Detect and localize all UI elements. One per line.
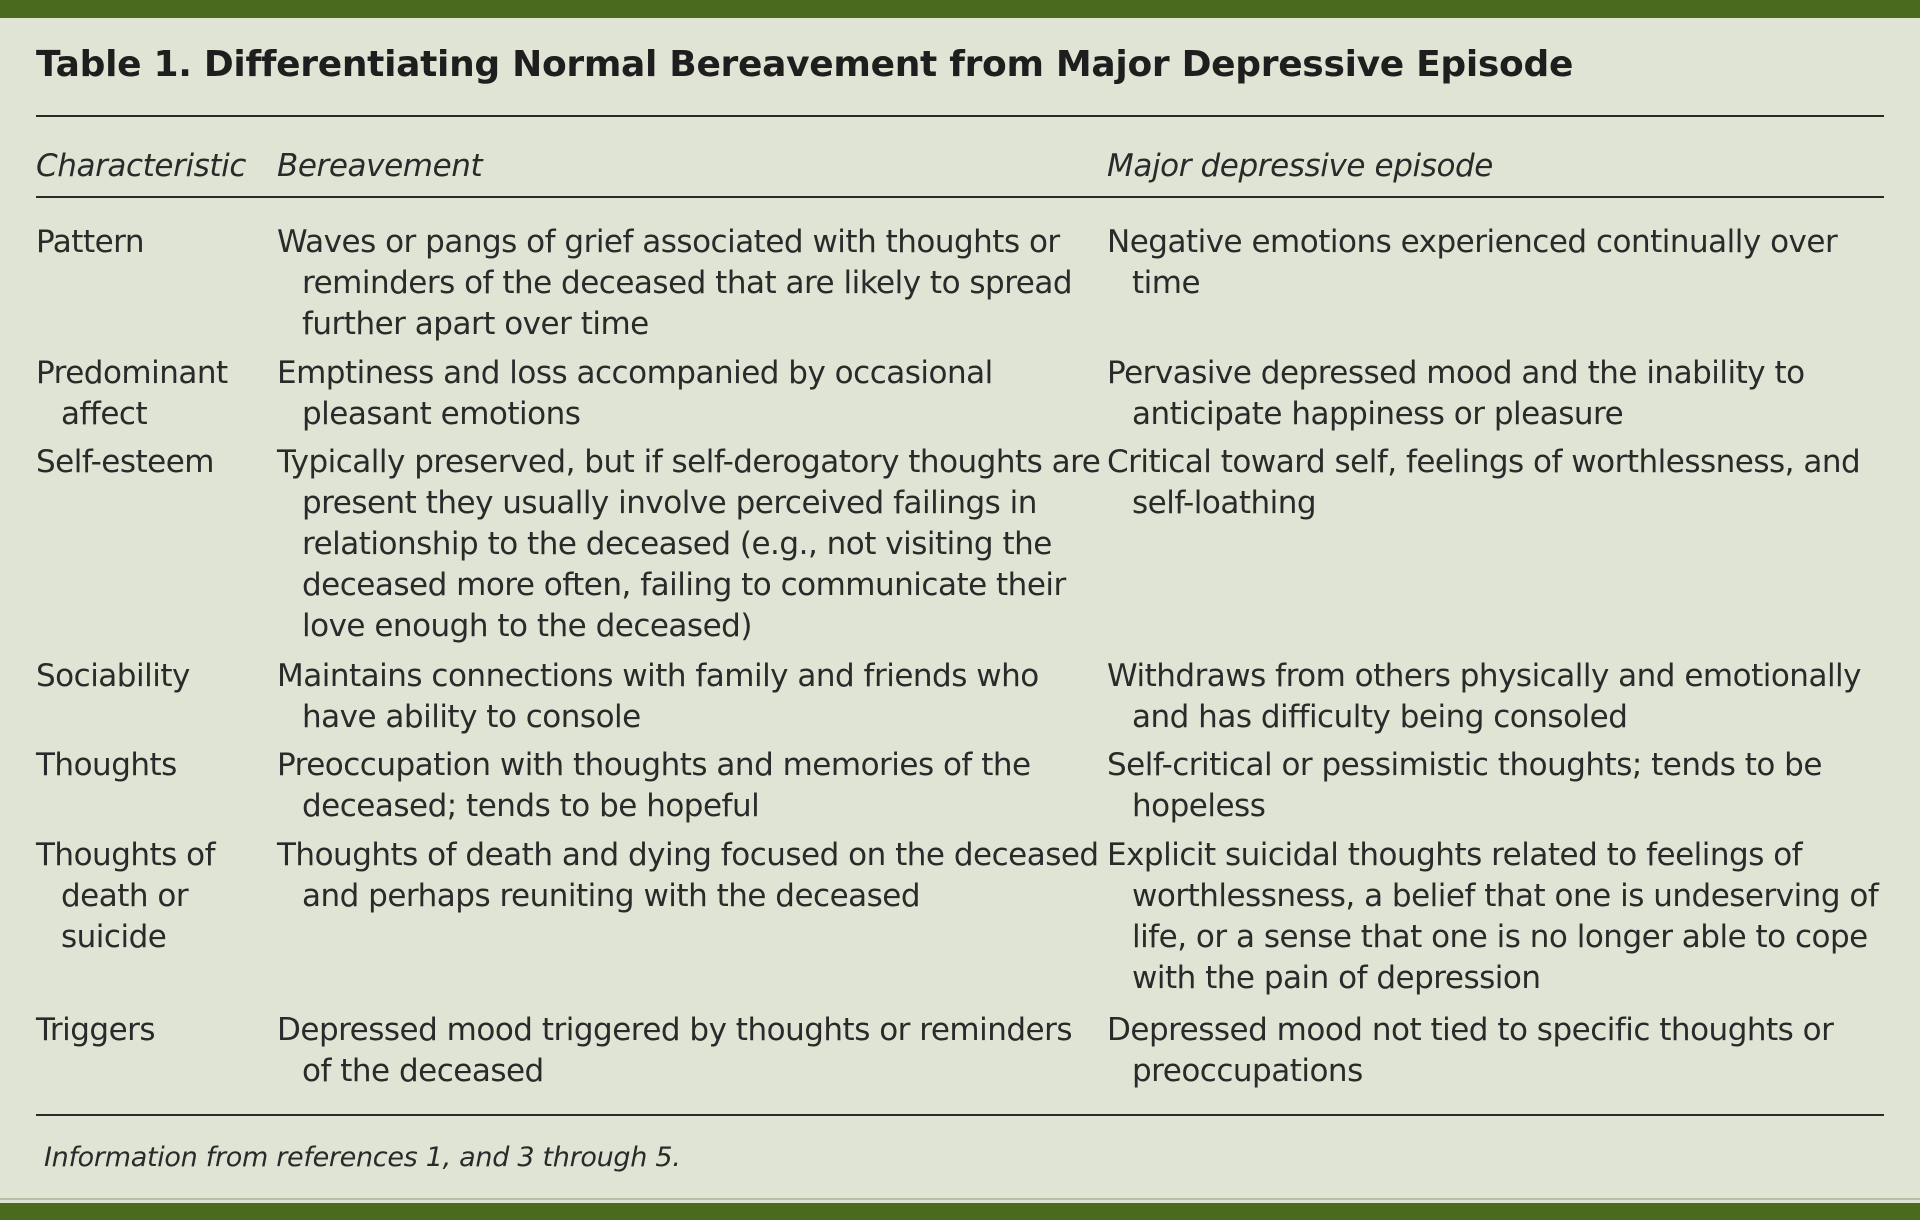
header-characteristic: Characteristic <box>36 148 247 184</box>
table-title: Table 1. Differentiating Normal Bereavement from Major Depressive Episode <box>36 44 1574 85</box>
cell-characteristic: Predominant affect <box>36 355 228 432</box>
cell-bereavement: Emptiness and loss accompanied by occasional pleasant emotions <box>277 355 993 432</box>
title-rule <box>36 115 1884 117</box>
table-panel <box>36 18 1884 1198</box>
cell-major-depressive-episode: Negative emotions experienced continually over time <box>1107 224 1838 301</box>
header-rule <box>36 196 1884 198</box>
table-footnote: Information from references 1, and 3 through 5. <box>44 1142 681 1173</box>
table-bottom-rule <box>36 1114 1884 1116</box>
cell-characteristic: Pattern <box>36 224 145 260</box>
cell-major-depressive-episode: Explicit suicidal thoughts related to feelings of worthlessness, a belief that one is undeserving of life, or a sense that one is no longer able to cope with the pain of depression <box>1107 837 1879 996</box>
cell-bereavement: Waves or pangs of grief associated with thoughts or reminders of the deceased that are likely to spread further apart over time <box>277 224 1073 342</box>
header-major-depressive-episode: Major depressive episode <box>1107 148 1493 184</box>
cell-bereavement: Maintains connections with family and friends who have ability to console <box>277 658 1039 735</box>
bottom-separator-line <box>0 1198 1920 1200</box>
cell-bereavement: Typically preserved, but if self-derogatory thoughts are present they usually involve perceived failings in relationship to the deceased (e.g., not visiting the deceased more often, failing to communicate their love enough to the deceased) <box>277 444 1101 644</box>
cell-major-depressive-episode: Critical toward self, feelings of worthlessness, and self-loathing <box>1107 444 1861 521</box>
cell-major-depressive-episode: Withdraws from others physically and emotionally and has difficulty being consoled <box>1107 658 1862 735</box>
cell-major-depressive-episode: Self-critical or pessimistic thoughts; tends to be hopeless <box>1107 747 1822 824</box>
cell-major-depressive-episode: Depressed mood not tied to specific thoughts or preoccupations <box>1107 1012 1834 1089</box>
cell-characteristic: Sociability <box>36 658 190 694</box>
bottom-accent-bar <box>0 1203 1920 1220</box>
cell-characteristic: Thoughts of death or suicide <box>36 837 216 955</box>
cell-bereavement: Preoccupation with thoughts and memories of the deceased; tends to be hopeful <box>277 747 1031 824</box>
header-bereavement: Bereavement <box>277 148 483 184</box>
cell-bereavement: Depressed mood triggered by thoughts or reminders of the deceased <box>277 1012 1073 1089</box>
cell-major-depressive-episode: Pervasive depressed mood and the inability to anticipate happiness or pleasure <box>1107 355 1805 432</box>
cell-bereavement: Thoughts of death and dying focused on the deceased and perhaps reuniting with the deceased <box>277 837 1099 914</box>
cell-characteristic: Self-esteem <box>36 444 214 480</box>
cell-characteristic: Triggers <box>36 1012 156 1048</box>
cell-characteristic: Thoughts <box>36 747 177 783</box>
top-accent-bar <box>0 0 1920 18</box>
